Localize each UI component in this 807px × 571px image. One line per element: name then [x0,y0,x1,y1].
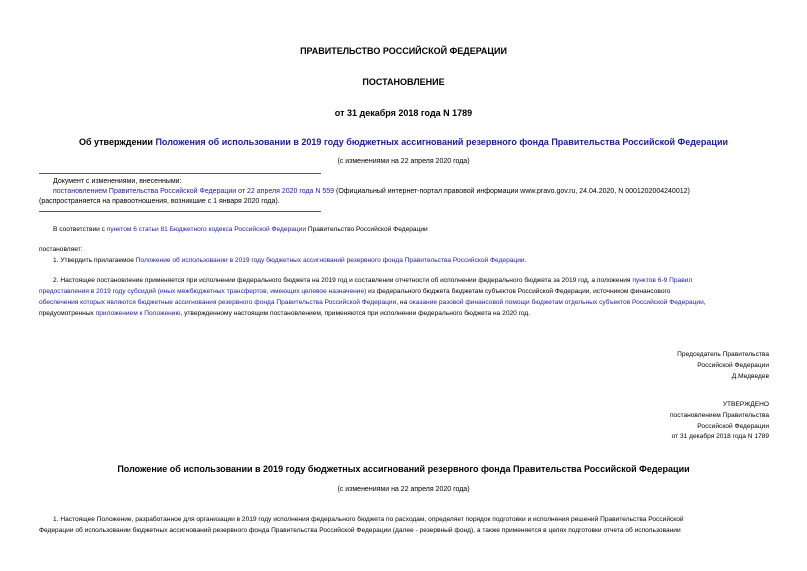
item1-suffix: . [524,257,527,264]
amendments-line2: (распространяется на правоотношения, возникшие с 1 января 2020 года). [39,198,280,205]
item2-line2-text: из федерального бюджета бюджетам субъектов Российской Федерации, источником финансового [366,288,671,295]
item2-line3-end: , [703,299,706,306]
divider-bottom [39,211,321,212]
doc-type-heading: ПОСТАНОВЛЕНИЕ [362,77,445,87]
item2-line4-text1: предусмотренных [39,310,96,317]
approved-date: от 31 декабря 2018 года N 1789 [671,433,769,441]
budget-code-link[interactable]: пунктом 6 статьи 81 Бюджетного кодекса Российской Федерации [106,226,306,233]
preamble-suffix: Правительство Российской Федерации [306,226,428,233]
title-prefix: Об утверждении [78,137,156,147]
item-2-line-2 [39,287,670,298]
amendments-line1 [53,187,690,196]
preamble-prefix: В соответствии с [53,226,107,233]
signature-name: Д.Медведев [731,372,769,380]
signature-block [500,350,769,382]
date-number: от 31 декабря 2018 года N 1789 [334,108,473,118]
document-title [0,137,807,147]
amendment-link[interactable]: постановлением Правительства Российской Федерации от 22 апреля 2020 года N 559 [53,188,335,195]
item-2-line-4 [39,309,530,320]
approved-org: Российской Федерации [697,422,769,430]
signature-title: Председатель Правительства [677,351,769,358]
item-1 [53,256,526,267]
title-link[interactable]: Положения об использовании в 2019 году бюджетных ассигнований резервного фонда Правительства Российской Федерации [155,137,729,147]
regulation-link[interactable]: Положение об использовании в 2019 году бюджетных ассигнований резервного фонда Правительства Российской Федерации [135,257,525,264]
item-2-line-1 [53,276,770,287]
item2-line1-text: 2. Настоящее постановление применяется при исполнении федерального бюджета на 2019 год и составлении отчетности об исполнении федерального бюджета за 2019 год, а положения [53,277,633,284]
regulation-title: Положение об использовании в 2019 году бюджетных ассигнований резервного фонда Правительства Российской Федерации [117,464,690,474]
amendment-source: (Официальный интернет-портал правовой информации www.pravo.gov.ru, 24.04.2020, N 0001202004240012) [334,188,690,195]
reserve-fund-link[interactable]: обеспечения которых являются бюджетные ассигнования резервного фонда Правительства Российской Федерации [39,299,397,306]
financial-aid-link[interactable]: оказание разовой финансовой помощи бюджетам отдельных субъектов Российской Федерации [409,299,704,306]
approved-block [500,400,769,443]
rules-link[interactable]: пунктов 6-9 Правил [632,277,693,284]
preamble [53,225,428,236]
government-heading: ПРАВИТЕЛЬСТВО РОССИЙСКОЙ ФЕДЕРАЦИИ [300,46,507,56]
regulation-changes: (с изменениями на 22 апреля 2020 года) [337,486,470,493]
item2-line3-text: , на [396,299,410,306]
regulation-paragraph-1-line-1: 1. Настоящее Положение, разработанное для организации в 2019 году исполнения федерального бюджета по расходам, определяет порядок подготовки и исполнения решений Правительства Российской [53,516,684,523]
subsidies-link[interactable]: предоставления в 2019 году субсидий (иных межбюджетных трансфертов, имеющих целевое назначение) [39,288,367,295]
signature-org: Российской Федерации [697,361,769,369]
amendments-label: Документ с изменениями, внесенными: [53,178,182,185]
approved-by: постановлением Правительства [669,411,769,419]
item-2-line-3 [39,298,706,309]
regulation-paragraph-1-line-2: Федерации об использовании бюджетных ассигнований резервного фонда Правительства Российской Федерации (далее - резервный фонд), а также применяется в целях подготовки отчета об использовании [39,527,681,534]
approved-label: УТВЕРЖДЕНО [722,401,769,408]
divider-top [39,173,321,174]
changes-note: (с изменениями на 22 апреля 2020 года) [337,158,470,165]
item2-line4-text2: , утвержденному настоящим постановлением, применяются при исполнении федерального бюджета на 2020 год. [180,310,531,317]
appendix-link[interactable]: приложением к Положению [95,310,181,317]
item1-prefix: 1. Утвердить прилагаемое [53,257,136,264]
resolves-text: постановляет: [39,246,83,253]
